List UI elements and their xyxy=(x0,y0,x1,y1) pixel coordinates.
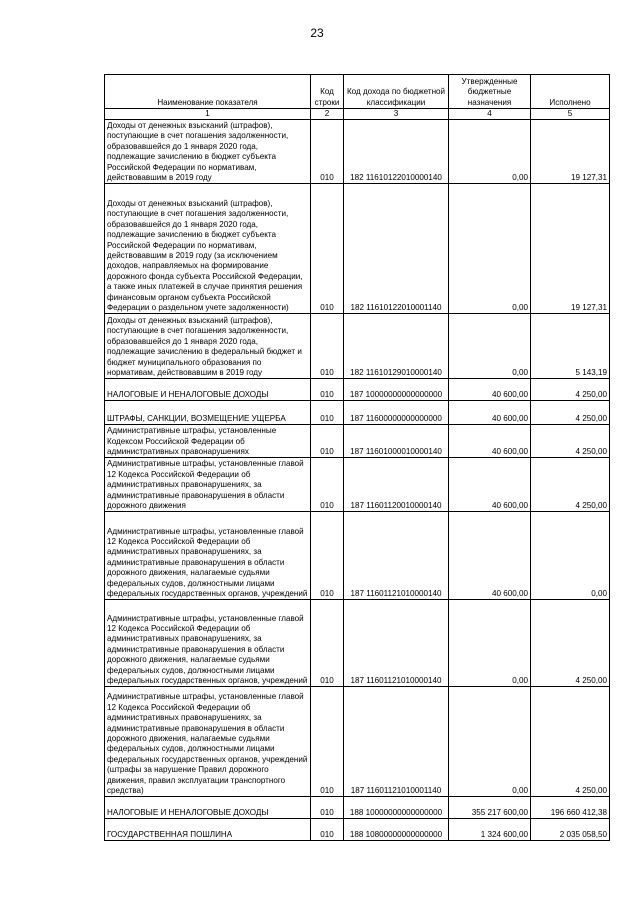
income-code: 187 11601000010000140 xyxy=(344,425,449,458)
executed-amount: 0,00 xyxy=(531,512,610,600)
income-code: 182 11610129010000140 xyxy=(344,314,449,379)
column-number: 5 xyxy=(531,109,610,120)
income-code: 187 11601121010000140 xyxy=(344,600,449,687)
line-code: 010 xyxy=(311,425,344,458)
executed-amount: 2 035 058,50 xyxy=(531,819,610,841)
executed-amount: 4 250,00 xyxy=(531,379,610,401)
column-number: 4 xyxy=(449,109,531,120)
line-code: 010 xyxy=(311,819,344,841)
income-code: 187 11601121010000140 xyxy=(344,512,449,600)
page-number: 23 xyxy=(310,26,324,40)
indicator-name: ШТРАФЫ, САНКЦИИ, ВОЗМЕЩЕНИЕ УЩЕРБА xyxy=(105,401,311,425)
table-row xyxy=(105,687,610,797)
table-row xyxy=(105,797,610,819)
approved-amount: 40 600,00 xyxy=(449,379,531,401)
table-row xyxy=(105,401,610,425)
indicator-name: Административные штрафы, установленные главой 12 Кодекса Российской Федерации об административных правонарушениях, за административные правонарушения в области дорожного движения, налагаемые судьями федеральных судов, должностными лицами федеральных государственных органов, учреждений (штрафы за нарушение Правил дорожного движения, правил эксплуатации транспортного средства) xyxy=(105,687,311,797)
executed-amount: 19 127,31 xyxy=(531,184,610,314)
executed-amount: 4 250,00 xyxy=(531,600,610,687)
approved-amount: 0,00 xyxy=(449,314,531,379)
table-row xyxy=(105,184,610,314)
indicator-name: Административные штрафы, установленные Кодексом Российской Федерации об административных правонарушениях xyxy=(105,425,311,458)
header-line-code: Код строки xyxy=(311,75,344,109)
indicator-name: НАЛОГОВЫЕ И НЕНАЛОГОВЫЕ ДОХОДЫ xyxy=(105,379,311,401)
header-approved: Утвержденные бюджетные назначения xyxy=(449,75,531,109)
indicator-name: Доходы от денежных взысканий (штрафов), поступающие в счет погашения задолженности, образовавшейся до 1 января 2020 года, подлежащие зачислению в бюджет субъекта Российской Федерации по нормативам, действовавшим в 2019 году xyxy=(105,120,311,184)
indicator-name: НАЛОГОВЫЕ И НЕНАЛОГОВЫЕ ДОХОДЫ xyxy=(105,797,311,819)
line-code: 010 xyxy=(311,120,344,184)
table-row xyxy=(105,600,610,687)
income-code: 188 10800000000000000 xyxy=(344,819,449,841)
header-executed: Исполнено xyxy=(531,75,610,109)
indicator-name: Административные штрафы, установленные главой 12 Кодекса Российской Федерации об административных правонарушениях, за административные правонарушения в области дорожного движения, налагаемые судьями федеральных судов, должностными лицами федеральных государственных органов, учреждений xyxy=(105,512,311,600)
income-code: 182 11610122010000140 xyxy=(344,120,449,184)
header-income-code: Код дохода по бюджетной классификации xyxy=(344,75,449,109)
table-row xyxy=(105,379,610,401)
executed-amount: 4 250,00 xyxy=(531,425,610,458)
indicator-name: Доходы от денежных взысканий (штрафов), поступающие в счет погашения задолженности, образовавшейся до 1 января 2020 года, подлежащие зачислению в федеральный бюджет и бюджет муниципального образования по нормативам, действовавшим в 2019 году xyxy=(105,314,311,379)
income-code: 187 11601120010000140 xyxy=(344,458,449,512)
line-code: 010 xyxy=(311,687,344,797)
line-code: 010 xyxy=(311,401,344,425)
table-row xyxy=(105,314,610,379)
approved-amount: 40 600,00 xyxy=(449,401,531,425)
approved-amount: 40 600,00 xyxy=(449,458,531,512)
budget-income-table xyxy=(104,74,610,841)
executed-amount: 196 660 412,38 xyxy=(531,797,610,819)
indicator-name: Доходы от денежных взысканий (штрафов), поступающие в счет погашения задолженности, образовавшейся до 1 января 2020 года, подлежащие зачислению в бюджет субъекта Российской Федерации по нормативам, действовавшим в 2019 году (за исключением доходов, направляемых на формирование дорожного фонда субъекта Российской Федерации, а также иных платежей в случае принятия решения финансовым органом субъекта Российской Федерации о раздельном учете задолженности) xyxy=(105,184,311,314)
table-row xyxy=(105,120,610,184)
line-code: 010 xyxy=(311,379,344,401)
income-code: 187 10000000000000000 xyxy=(344,379,449,401)
indicator-name: Административные штрафы, установленные главой 12 Кодекса Российской Федерации об административных правонарушениях, за административные правонарушения в области дорожного движения xyxy=(105,458,311,512)
executed-amount: 4 250,00 xyxy=(531,458,610,512)
approved-amount: 355 217 600,00 xyxy=(449,797,531,819)
approved-amount: 40 600,00 xyxy=(449,512,531,600)
income-code: 187 11600000000000000 xyxy=(344,401,449,425)
header-indicator-name: Наименование показателя xyxy=(105,75,311,109)
table-row xyxy=(105,425,610,458)
line-code: 010 xyxy=(311,600,344,687)
executed-amount: 4 250,00 xyxy=(531,687,610,797)
line-code: 010 xyxy=(311,797,344,819)
line-code: 010 xyxy=(311,314,344,379)
line-code: 010 xyxy=(311,512,344,600)
table-row xyxy=(105,819,610,841)
approved-amount: 0,00 xyxy=(449,120,531,184)
table-row xyxy=(105,458,610,512)
table-body xyxy=(105,120,610,841)
approved-amount: 40 600,00 xyxy=(449,425,531,458)
income-code: 182 11610122010001140 xyxy=(344,184,449,314)
indicator-name: ГОСУДАРСТВЕННАЯ ПОШЛИНА xyxy=(105,819,311,841)
column-number: 3 xyxy=(344,109,449,120)
executed-amount: 5 143,19 xyxy=(531,314,610,379)
approved-amount: 0,00 xyxy=(449,687,531,797)
income-code: 188 10000000000000000 xyxy=(344,797,449,819)
line-code: 010 xyxy=(311,458,344,512)
approved-amount: 0,00 xyxy=(449,600,531,687)
executed-amount: 19 127,31 xyxy=(531,120,610,184)
indicator-name: Административные штрафы, установленные главой 12 Кодекса Российской Федерации об административных правонарушениях, за административные правонарушения в области дорожного движения, налагаемые судьями федеральных судов, должностными лицами федеральных государственных органов, учреждений xyxy=(105,600,311,687)
income-code: 187 11601121010001140 xyxy=(344,687,449,797)
executed-amount: 4 250,00 xyxy=(531,401,610,425)
column-number: 2 xyxy=(311,109,344,120)
table-row xyxy=(105,512,610,600)
approved-amount: 1 324 600,00 xyxy=(449,819,531,841)
table-header xyxy=(105,75,610,120)
approved-amount: 0,00 xyxy=(449,184,531,314)
column-number: 1 xyxy=(105,109,311,120)
line-code: 010 xyxy=(311,184,344,314)
